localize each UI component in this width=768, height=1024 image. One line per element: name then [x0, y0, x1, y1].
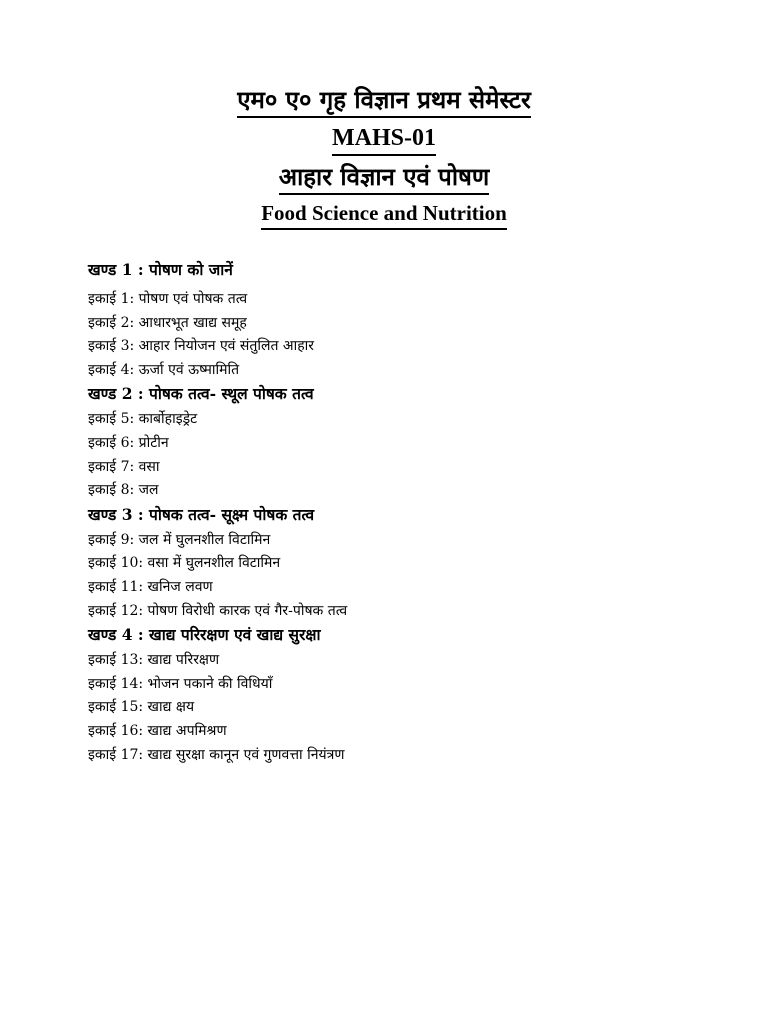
subject-title-english: Food Science and Nutrition [261, 203, 507, 230]
table-of-contents [88, 258, 688, 767]
unit-item: इकाई 5: कार्बोहाइड्रेट [88, 411, 198, 428]
unit-item: इकाई 12: पोषण विरोधी कारक एवं गैर-पोषक तत्व [88, 602, 348, 619]
unit-item: इकाई 11: खनिज लवण [88, 578, 213, 595]
block-3 [88, 503, 688, 623]
block-heading: खण्ड 3 : पोषक तत्व- सूक्ष्म पोषक तत्व [88, 504, 315, 524]
unit-item: इकाई 6: प्रोटीन [88, 434, 169, 451]
subject-title-hindi: आहार विज्ञान एवं पोषण [279, 165, 490, 195]
unit-item: इकाई 17: खाद्य सुरक्षा कानून एवं गुणवत्ता नियंत्रण [88, 746, 345, 763]
unit-item: इकाई 14: भोजन पकाने की विधियाँ [88, 675, 273, 692]
program-title: एम० ए० गृह विज्ञान प्रथम सेमेस्टर [237, 88, 531, 118]
unit-item: इकाई 7: वसा [88, 458, 160, 475]
unit-item: इकाई 3: आहार नियोजन एवं संतुलित आहार [88, 338, 315, 355]
unit-item: इकाई 15: खाद्य क्षय [88, 699, 195, 716]
unit-item: इकाई 16: खाद्य अपमिश्रण [88, 722, 227, 739]
block-4 [88, 623, 688, 767]
unit-item: इकाई 8: जल [88, 482, 159, 499]
block-heading: खण्ड 1 : पोषण को जानें [88, 260, 233, 279]
unit-item: इकाई 2: आधारभूत खाद्य समूह [88, 314, 247, 331]
block-2 [88, 382, 688, 502]
title-block [0, 85, 768, 230]
unit-item: इकाई 4: ऊर्जा एवं ऊष्मामिति [88, 361, 240, 378]
block-heading: खण्ड 4 : खाद्य परिरक्षण एवं खाद्य सुरक्षा [88, 625, 321, 645]
course-code: MAHS-01 [332, 126, 436, 156]
unit-item: इकाई 1: पोषण एवं पोषक तत्व [88, 291, 248, 307]
unit-item: इकाई 13: खाद्य परिरक्षण [88, 652, 220, 669]
unit-item: इकाई 10: वसा में घुलनशील विटामिन [88, 555, 281, 572]
block-heading: खण्ड 2 : पोषक तत्व- स्थूल पोषक तत्व [88, 384, 314, 404]
block-1 [88, 258, 688, 382]
unit-item: इकाई 9: जल में घुलनशील विटामिन [88, 531, 271, 548]
